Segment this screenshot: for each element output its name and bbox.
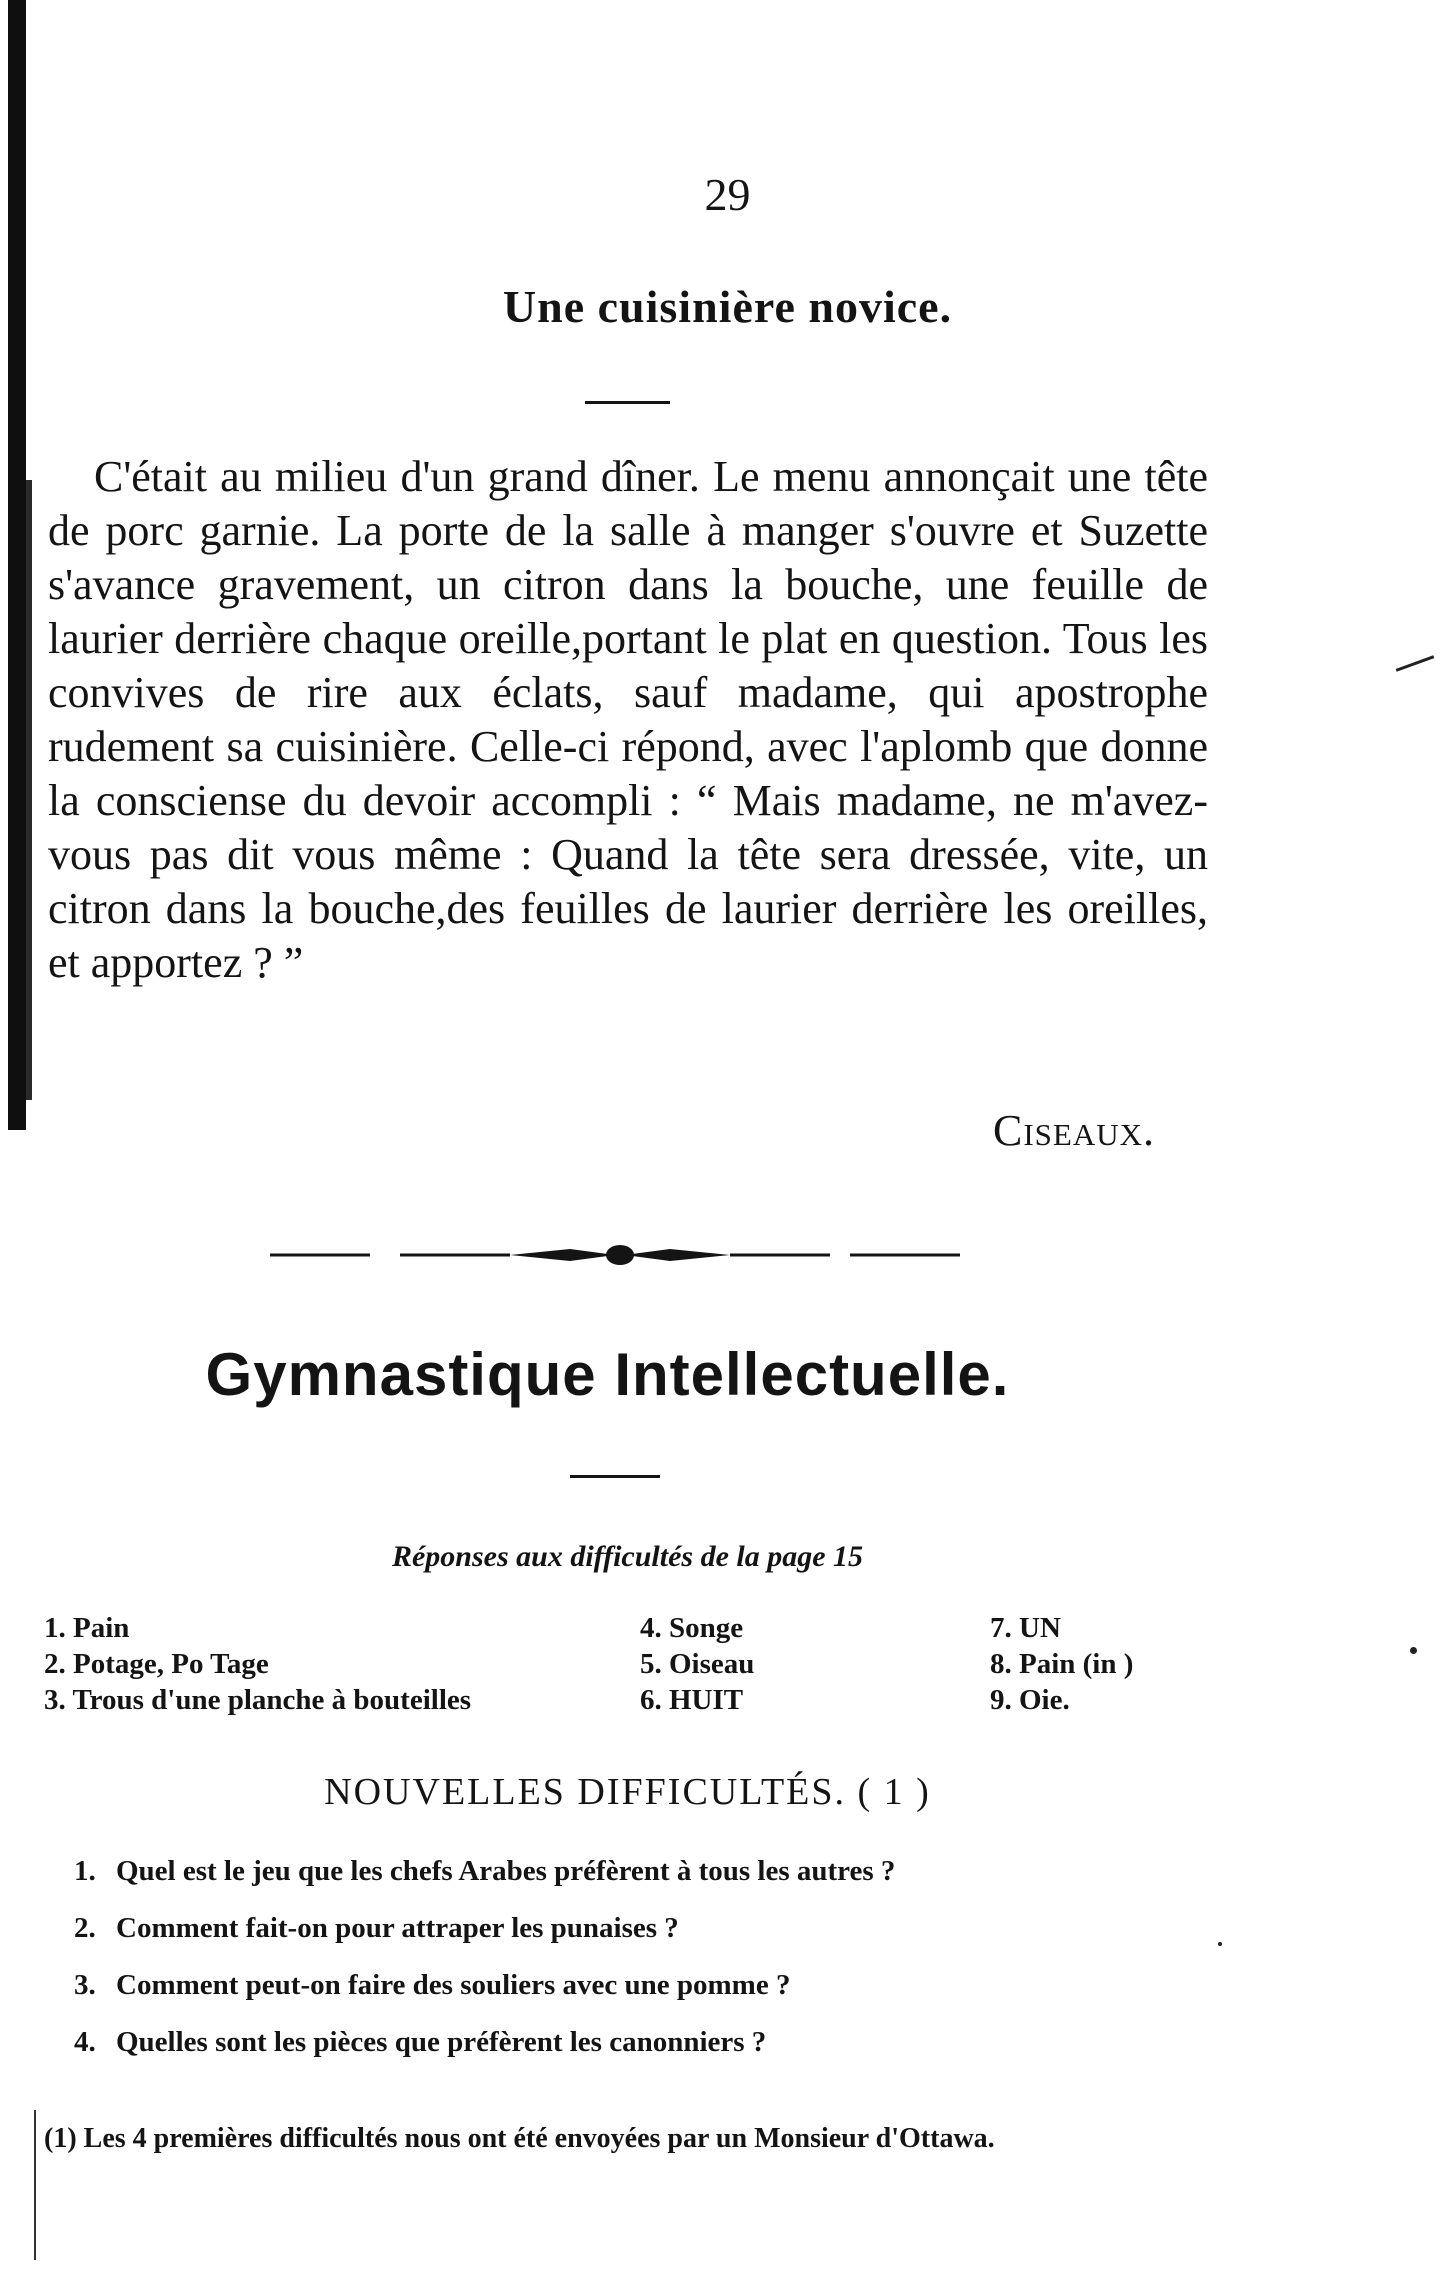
answer-item: 4. Songe — [640, 1612, 744, 1644]
answers-column-1 — [44, 1610, 471, 1718]
question-number: 2. — [74, 1912, 96, 1944]
answers-heading: Réponses aux difficultés de la page 15 — [391, 1540, 864, 1573]
page-number: 29 — [704, 169, 751, 220]
ink-speck — [1410, 1647, 1417, 1654]
answer-item: 1. Pain — [44, 1612, 130, 1644]
title-rule — [585, 401, 670, 404]
new-difficulties-heading: NOUVELLES DIFFICULTÉS. ( 1 ) — [324, 1771, 931, 1813]
answer-item: 9. Oie. — [990, 1684, 1070, 1716]
story-signature: Ciseaux. — [992, 1106, 1155, 1155]
story-title: Une cuisinière novice. — [502, 281, 953, 332]
answers-column-2 — [640, 1610, 754, 1718]
ornament-divider — [270, 1240, 960, 1270]
question-text: Comment fait-on pour attraper les punaises ? — [116, 1912, 679, 1944]
question-number: 3. — [74, 1969, 96, 2001]
question-item — [74, 1969, 895, 2026]
question-text: Comment peut-on faire des souliers avec une pomme ? — [116, 1969, 791, 2001]
story-body: C'était au milieu d'un grand dîner. Le menu annonçait une tête de porc garnie. La porte de la salle à manger s'ouvre et Suzette s'avance gravement, un citron dans la bouche, une feuille de laurier derrière chaque oreille,portant le plat en question. Tous les convives de rire aux éclats, sauf madame, qui apostrophe rudement sa cuisinière. Celle-ci répond, avec l'aplomb que donne la consciense du devoir accompli : “ Mais madame, ne m'avez-vous pas dit vous même : Quand la tête sera dressée, vite, un citron dans la bouche,des feuilles de laurier derrière les oreilles, et apportez ? ” — [48, 452, 1208, 987]
question-list — [74, 1855, 895, 2083]
answer-item: 3. Trous d'une planche à bouteilles — [44, 1684, 472, 1716]
section-rule — [570, 1475, 660, 1478]
question-item — [74, 1912, 895, 1969]
question-number: 4. — [74, 2026, 96, 2058]
question-number: 1. — [74, 1855, 96, 1887]
binding-edge-inner — [26, 480, 32, 1100]
answers-column-3 — [990, 1610, 1133, 1718]
question-item — [74, 2026, 895, 2083]
footnote: (1) Les 4 premières difficultés nous ont été envoyées par un Monsieur d'Ottawa. — [44, 2123, 995, 2154]
answer-item: 2. Potage, Po Tage — [44, 1648, 269, 1680]
question-text: Quelles sont les pièces que préfèrent les canonniers ? — [116, 2026, 767, 2058]
answer-item: 8. Pain (in ) — [990, 1648, 1134, 1680]
answer-item: 7. UN — [990, 1612, 1061, 1644]
answer-item: 6. HUIT — [640, 1684, 744, 1716]
question-text: Quel est le jeu que les chefs Arabes préfèrent à tous les autres ? — [116, 1855, 896, 1887]
ink-speck — [1218, 1942, 1222, 1946]
margin-line — [34, 2110, 36, 2260]
ink-speck — [1396, 655, 1435, 671]
answer-item: 5. Oiseau — [640, 1648, 755, 1680]
question-item — [74, 1855, 895, 1912]
section-title: Gymnastique Intellectuelle. — [205, 1341, 1010, 1408]
